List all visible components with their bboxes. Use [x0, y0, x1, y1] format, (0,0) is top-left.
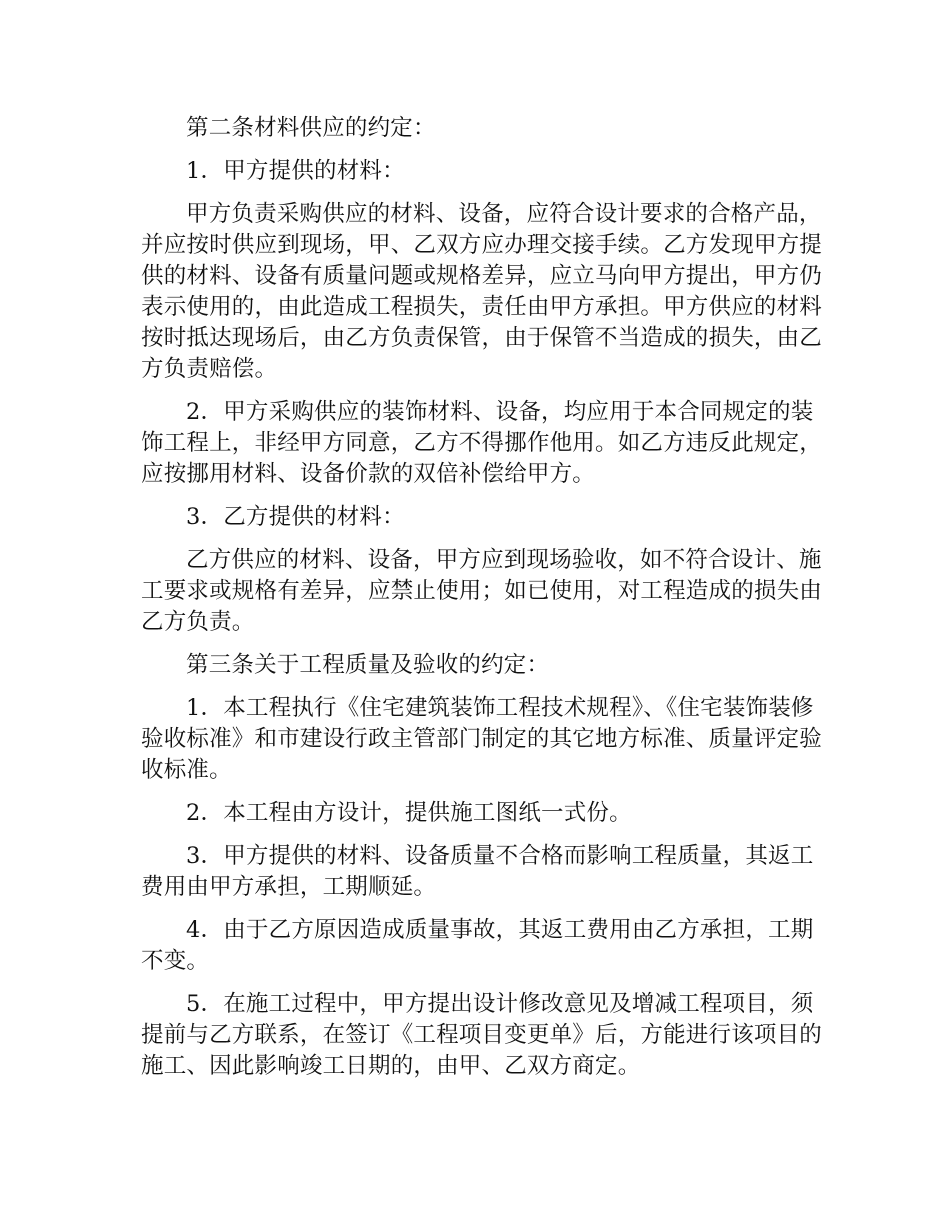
clause-3-3: 3．甲方提供的材料、设备质量不合格而影响工程质量，其返工费用由甲方承担，工期顺延。	[141, 843, 814, 900]
clause-3-5: 5．在施工过程中，甲方提出设计修改意见及增减工程项目，须提前与乙方联系，在签订《工程项目变更单》后，方能进行该项目的施工、因此影响竣工日期的，由甲、乙双方商定。	[141, 991, 823, 1079]
clause-2-1-body: 甲方负责采购供应的材料、设备，应符合设计要求的合格产品，并应按时供应到现场，甲、乙双方应办理交接手续。乙方发现甲方提供的材料、设备有质量问题或规格差异，应立马向甲方提出，甲方仍表示使用的，由此造成工程损失，责任由甲方承担。甲方供应的材料按时抵达现场后，由乙方负责保管，由于保管不当造成的损失，由乙方负责赔偿。	[141, 201, 823, 382]
clause-2-1-heading: 1．甲方提供的材料：	[186, 158, 405, 184]
document-body	[141, 113, 831, 1094]
clause-3-1: 1．本工程执行《住宅建筑装饰工程技术规程》、《住宅装饰装修验收标准》和市建设行政主管部门制定的其它地方标准、质量评定验收标准。	[141, 695, 823, 783]
article-2-heading: 第二条材料供应的约定：	[186, 115, 436, 141]
article-3-heading: 第三条关于工程质量及验收的约定：	[186, 652, 550, 678]
clause-3-2: 2．本工程由方设计，提供施工图纸一式份。	[186, 800, 632, 826]
clause-2-2: 2．甲方采购供应的装饰材料、设备，均应用于本合同规定的装饰工程上，非经甲方同意，乙方不得挪作他用。如乙方违反此规定，应按挪用材料、设备价款的双倍补偿给甲方。	[141, 399, 823, 487]
clause-2-3-heading: 3．乙方提供的材料：	[186, 504, 405, 530]
clause-2-3-body: 乙方供应的材料、设备，甲方应到现场验收，如不符合设计、施工要求或规格有差异，应禁止使用；如已使用，对工程造成的损失由乙方负责。	[141, 547, 823, 635]
clause-3-4: 4．由于乙方原因造成质量事故，其返工费用由乙方承担，工期不变。	[141, 917, 814, 974]
